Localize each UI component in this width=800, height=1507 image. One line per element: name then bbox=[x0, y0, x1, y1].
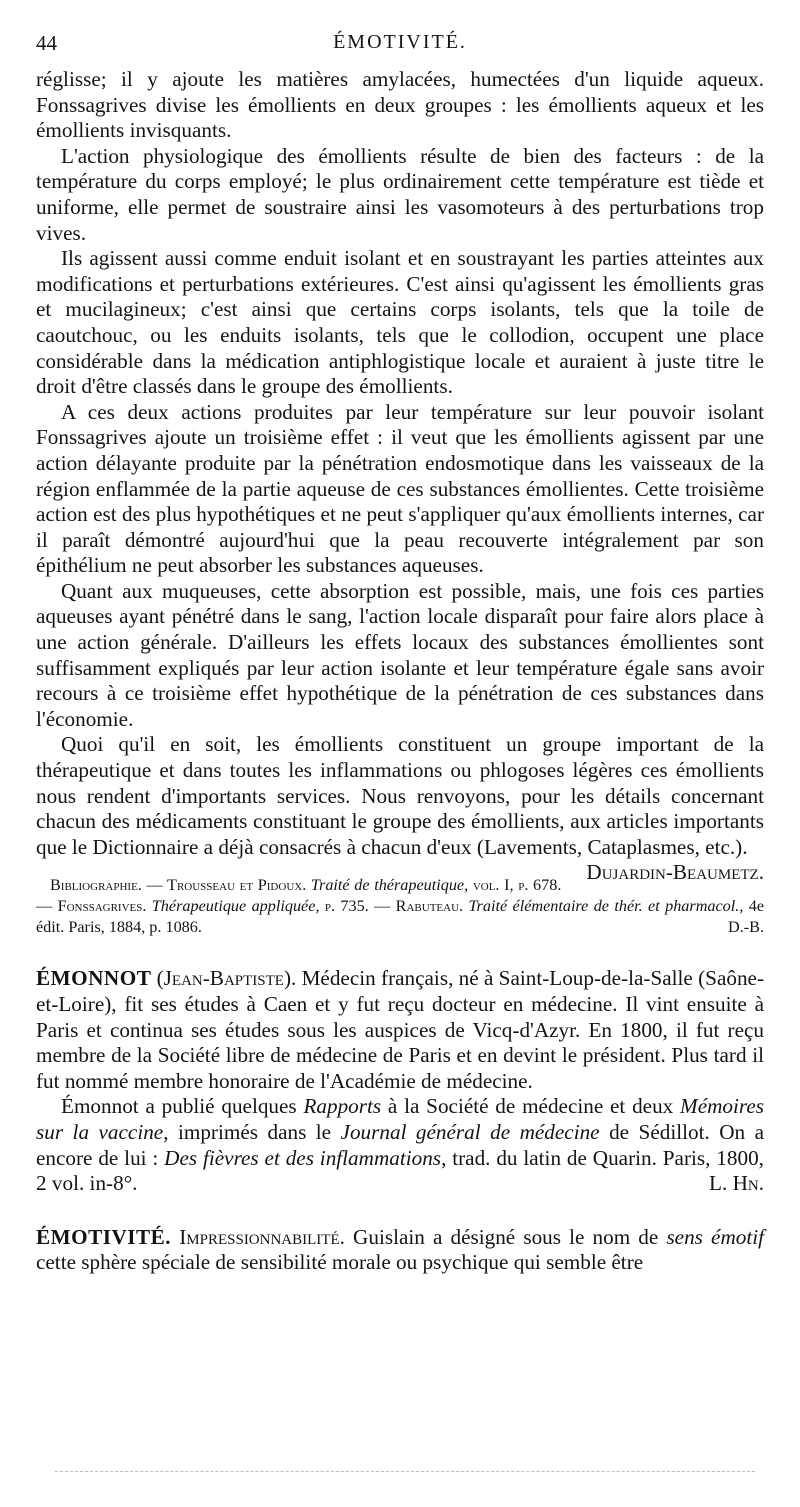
entry-given-name: (Jean-Baptiste). bbox=[151, 966, 302, 991]
bibliography-label: Bibliographie. bbox=[50, 876, 142, 895]
bibliography-title: Traité de thérapeutique bbox=[310, 876, 465, 895]
bibliography-ref: , vol. I, p. 678. — Fonssagrives. bbox=[36, 876, 562, 916]
page-body bbox=[36, 67, 764, 1276]
bibliography-title: Traité élémentaire de thér. et pharmacol. bbox=[468, 897, 740, 916]
author-signature: L. Hn. bbox=[709, 1171, 764, 1196]
paragraph: réglisse; il y ajoute les matières amylacées, humectées d'un liquide aqueux. Fonssagrives divise les émollients en deux groupes : les émollients aqueux et les émollients invisquants. bbox=[36, 67, 764, 143]
paragraph bbox=[36, 1094, 764, 1196]
paragraph: Quant aux muqueuses, cette absorption est possible, mais, une fois ces parties aqueuses ayant pénétré dans le sang, l'action locale disparaît pour faire alors place à une action générale. D'ailleurs les effets locaux des substances émollientes sont suffisamment expliqués par leur action isolante et leur température égale sans avoir recours à ce troisième effet hypothétique de la pénétration de ces substances dans l'économie. bbox=[36, 578, 764, 731]
paragraph: A ces deux actions produites par leur température sur leur pouvoir isolant Fonssagrives ajoute un troisième effet : il veut que les émollients agissent par une action délayante produite par la pénétration endosmotique dans les vaisseaux de la région enflammée de la partie aqueuse de ces substances émollientes. Cette troisième action est des plus hypothétiques et ne peut s'appliquer qu'aux émollients internes, car il paraît démontré aujourd'hui que la peau recouverte intégralement par son épithélium ne peut absorber les substances aqueuses. bbox=[36, 399, 764, 578]
article-emonnot bbox=[36, 966, 764, 1196]
article-emotivite bbox=[36, 1225, 764, 1276]
page-number: 44 bbox=[36, 31, 57, 55]
text-run: Émonnot a publié quelques bbox=[61, 1094, 304, 1119]
article-emollients bbox=[36, 67, 764, 885]
paragraph bbox=[36, 966, 764, 1094]
paragraph: Ils agissent aussi comme enduit isolant et en soustrayant les parties atteintes aux modifications et perturbations extérieures. C'est ainsi qu'agissent les émollients gras et mucilagineux; c'est ainsi que certains corps isolants, tels que la toile de caoutchouc, ou les enduits isolants, tels que le collodion, occupent une place considérable dans la médication antiphlogistique locale et auraient à juste titre le droit d'être classés dans le groupe des émollients. bbox=[36, 246, 764, 399]
bibliography-ref: , p. 735. — Rabuteau. bbox=[315, 897, 469, 916]
text-run: Guislain a désigné sous le nom de bbox=[353, 1224, 667, 1249]
bibliography-ref: , 4e édit. Paris, 1884, p. 1086. bbox=[36, 897, 765, 937]
author-signature: Dujardin-Beaumetz. bbox=[586, 860, 764, 885]
bibliography-ref: — Trousseau et Pidoux. bbox=[141, 876, 311, 895]
text-run: à la Société de médecine et deux bbox=[381, 1094, 681, 1119]
text-run: cette sphère spéciale de sensibilité morale ou psychique qui semble être bbox=[36, 1250, 644, 1275]
italic-title: Journal général de médecine bbox=[340, 1119, 600, 1144]
paragraph-text: Quoi qu'il en soit, les émollients constituent un groupe important de la thérapeutique et dans toutes les inflammations ou phlogoses légères ces émollients nous rendent d'importants services. Nous renvoyons, pour les détails concernant chacun des médicaments constituant le groupe des émollients, aux articles importants que le Dictionnaire a déjà consacrés à chacun d'eux (Lavements, Cataplasmes, etc.). bbox=[36, 732, 764, 859]
text-run: de Sédillot. On a encore de lui : bbox=[36, 1119, 764, 1170]
bibliography-title: Thérapeutique appliquée bbox=[151, 897, 316, 916]
entry-heading: ÉMONNOT bbox=[36, 966, 152, 991]
italic-title: Des fièvres et des inflammations bbox=[164, 1145, 442, 1170]
entry-heading: ÉMOTIVITÉ. bbox=[36, 1224, 172, 1249]
running-head: ÉMOTIVITÉ. bbox=[333, 31, 467, 53]
paragraph-text: Médecin français, né à Saint-Loup-de-la-Salle (Saône-et-Loire), fit ses études à Caen et y fut reçu docteur en médecine. Il vint ensuite à Paris et continua ses études sous les auspices de Vicq-d'Azyr. En 1800, il fut reçu membre de la Société libre de médecine de Paris et en devint le président. Plus tard il fut nommé membre honoraire de l'Académie de médecine. bbox=[36, 966, 764, 1093]
text-run: , trad. du latin de Quarin. Paris, 1800, 2 vol. in-8°. bbox=[36, 1145, 764, 1196]
italic-title: Rapports bbox=[303, 1094, 382, 1119]
italic-title: Mémoires sur la vaccine bbox=[36, 1094, 764, 1144]
page-header bbox=[36, 31, 764, 57]
italic-term: sens émotif bbox=[666, 1224, 765, 1249]
paragraph bbox=[36, 732, 764, 885]
paragraph: L'action physiologique des émollients résulte de bien des facteurs : de la température du corps employé; le plus ordinairement cette température est tiède et uniforme, elle permet de soustraire ainsi les vasomoteurs à des perturbations trop vives. bbox=[36, 143, 764, 245]
bibliography-signature: D.-B. bbox=[728, 918, 764, 937]
entry-synonym: Impressionnabilité. bbox=[171, 1224, 354, 1249]
text-run: , imprimés dans le bbox=[163, 1119, 341, 1144]
page-footer-rule bbox=[55, 1471, 755, 1476]
paragraph bbox=[36, 1225, 764, 1276]
